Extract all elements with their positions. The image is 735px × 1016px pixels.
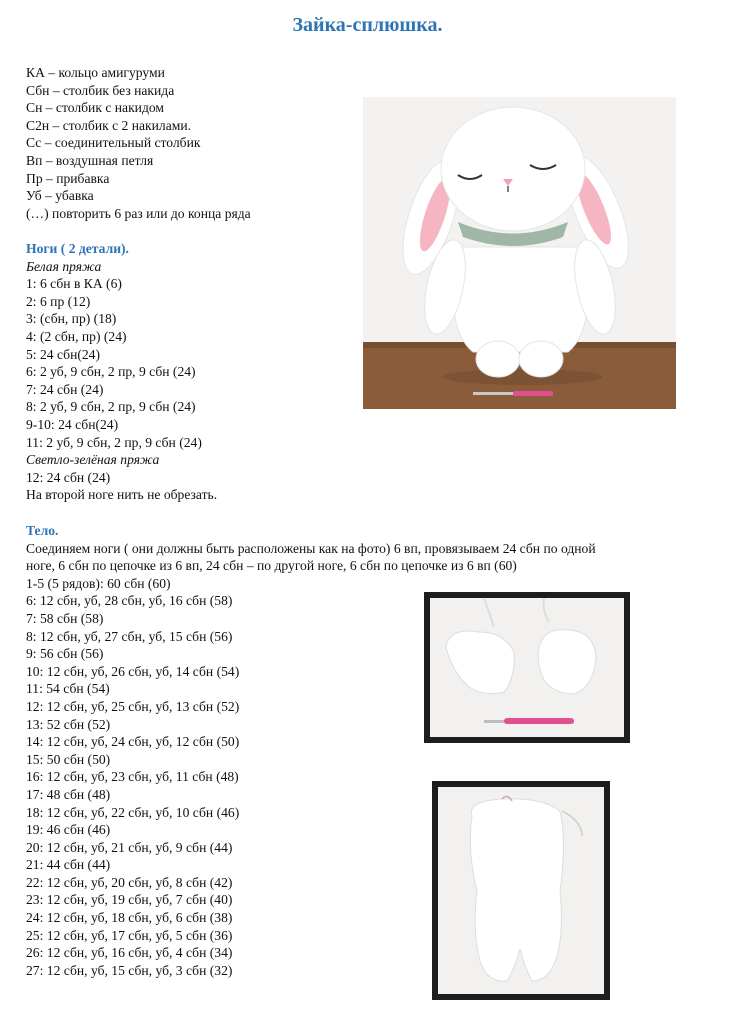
body-row: 25: 12 сбн, уб, 17 сбн, уб, 5 сбн (36) [26, 927, 233, 943]
body-row: 13: 52 сбн (52) [26, 716, 111, 732]
yarn-green-label: Светло-зелёная пряжа [26, 452, 160, 468]
abbr-item: Уб – убавка [26, 188, 94, 204]
abbr-item: Сбн – столбик без накида [26, 82, 175, 98]
abbr-item: Сс – соединительный столбик [26, 135, 201, 151]
legs-row: 3: (сбн, пр) (18) [26, 311, 117, 327]
body-row: 19: 46 сбн (46) [26, 822, 111, 838]
abbr-item: Вп – воздушная петля [26, 152, 154, 168]
body-row: 24: 12 сбн, уб, 18 сбн, уб, 6 сбн (38) [26, 910, 233, 926]
body-row: 23: 12 сбн, уб, 19 сбн, уб, 7 сбн (40) [26, 892, 233, 908]
body-row: 20: 12 сбн, уб, 21 сбн, уб, 9 сбн (44) [26, 839, 233, 855]
body-row: 9: 56 сбн (56) [26, 646, 104, 662]
legs-row: 5: 24 сбн(24) [26, 346, 101, 362]
body-row: 26: 12 сбн, уб, 16 сбн, уб, 4 сбн (34) [26, 945, 233, 961]
legs-row: 2: 6 пр (12) [26, 293, 91, 309]
legs-row: 6: 2 уб, 9 сбн, 2 пр, 9 сбн (24) [26, 364, 196, 380]
body-row: 16: 12 сбн, уб, 23 сбн, уб, 11 сбн (48) [26, 769, 239, 785]
legs-row: 12: 24 сбн (24) [26, 469, 111, 485]
body-row: 17: 48 сбн (48) [26, 786, 111, 802]
abbr-item: КА – кольцо амигуруми [26, 65, 165, 80]
body-intro-line: ноге, 6 сбн по цепочке из 6 вп, 24 сбн – по другой ноге, 6 сбн по цепочке из 6 вп (60) [26, 558, 517, 574]
body-row: 11: 54 сбн (54) [26, 681, 110, 697]
body-row: 18: 12 сбн, уб, 22 сбн, уб, 10 сбн (46) [26, 804, 240, 820]
body-intro-line: Соединяем ноги ( они должны быть расположены как на фото) 6 вп, провязываем 24 сбн по одной [26, 540, 596, 556]
body-row: 8: 12 сбн, уб, 27 сбн, уб, 15 сбн (56) [26, 628, 233, 644]
body-row: 6: 12 сбн, уб, 28 сбн, уб, 16 сбн (58) [26, 593, 233, 609]
legs-row: 1: 6 сбн в КА (6) [26, 276, 122, 292]
legs-row: 9-10: 24 сбн(24) [26, 416, 119, 432]
legs-row: 7: 24 сбн (24) [26, 381, 104, 397]
body-heading: Тело. [26, 523, 59, 538]
body-photo [432, 781, 610, 1000]
legs-row: 8: 2 уб, 9 сбн, 2 пр, 9 сбн (24) [26, 399, 196, 415]
legs-heading: Ноги ( 2 детали). [26, 241, 129, 256]
legs-note: На второй ноге нить не обрезать. [26, 487, 218, 503]
page-title: Зайка-сплюшка. [292, 14, 443, 36]
legs-section [26, 240, 217, 504]
body-row: 1-5 (5 рядов): 60 сбн (60) [26, 575, 171, 591]
legs-row: 4: (2 сбн, пр) (24) [26, 328, 127, 344]
abbreviations-list [26, 64, 251, 222]
abbr-item: С2н – столбик с 2 накилами. [26, 117, 192, 133]
body-row: 22: 12 сбн, уб, 20 сбн, уб, 8 сбн (42) [26, 874, 233, 890]
body-row: 15: 50 сбн (50) [26, 751, 111, 767]
body-row: 27: 12 сбн, уб, 15 сбн, уб, 3 сбн (32) [26, 962, 233, 978]
abbr-item: Сн – столбик с накидом [26, 100, 165, 116]
body-row: 7: 58 сбн (58) [26, 610, 104, 626]
bunny-photo [363, 97, 676, 409]
body-row: 12: 12 сбн, уб, 25 сбн, уб, 13 сбн (52) [26, 698, 240, 714]
body-row: 21: 44 сбн (44) [26, 857, 111, 873]
abbr-item: Пр – прибавка [26, 170, 110, 186]
legs-row: 11: 2 уб, 9 сбн, 2 пр, 9 сбн (24) [26, 434, 202, 450]
body-row: 10: 12 сбн, уб, 26 сбн, уб, 14 сбн (54) [26, 663, 240, 679]
abbr-item: (…) повторить 6 раз или до конца ряда [26, 205, 251, 221]
yarn-white-label: Белая пряжа [26, 258, 102, 274]
body-row: 14: 12 сбн, уб, 24 сбн, уб, 12 сбн (50) [26, 734, 240, 750]
legs-photo [424, 592, 630, 743]
